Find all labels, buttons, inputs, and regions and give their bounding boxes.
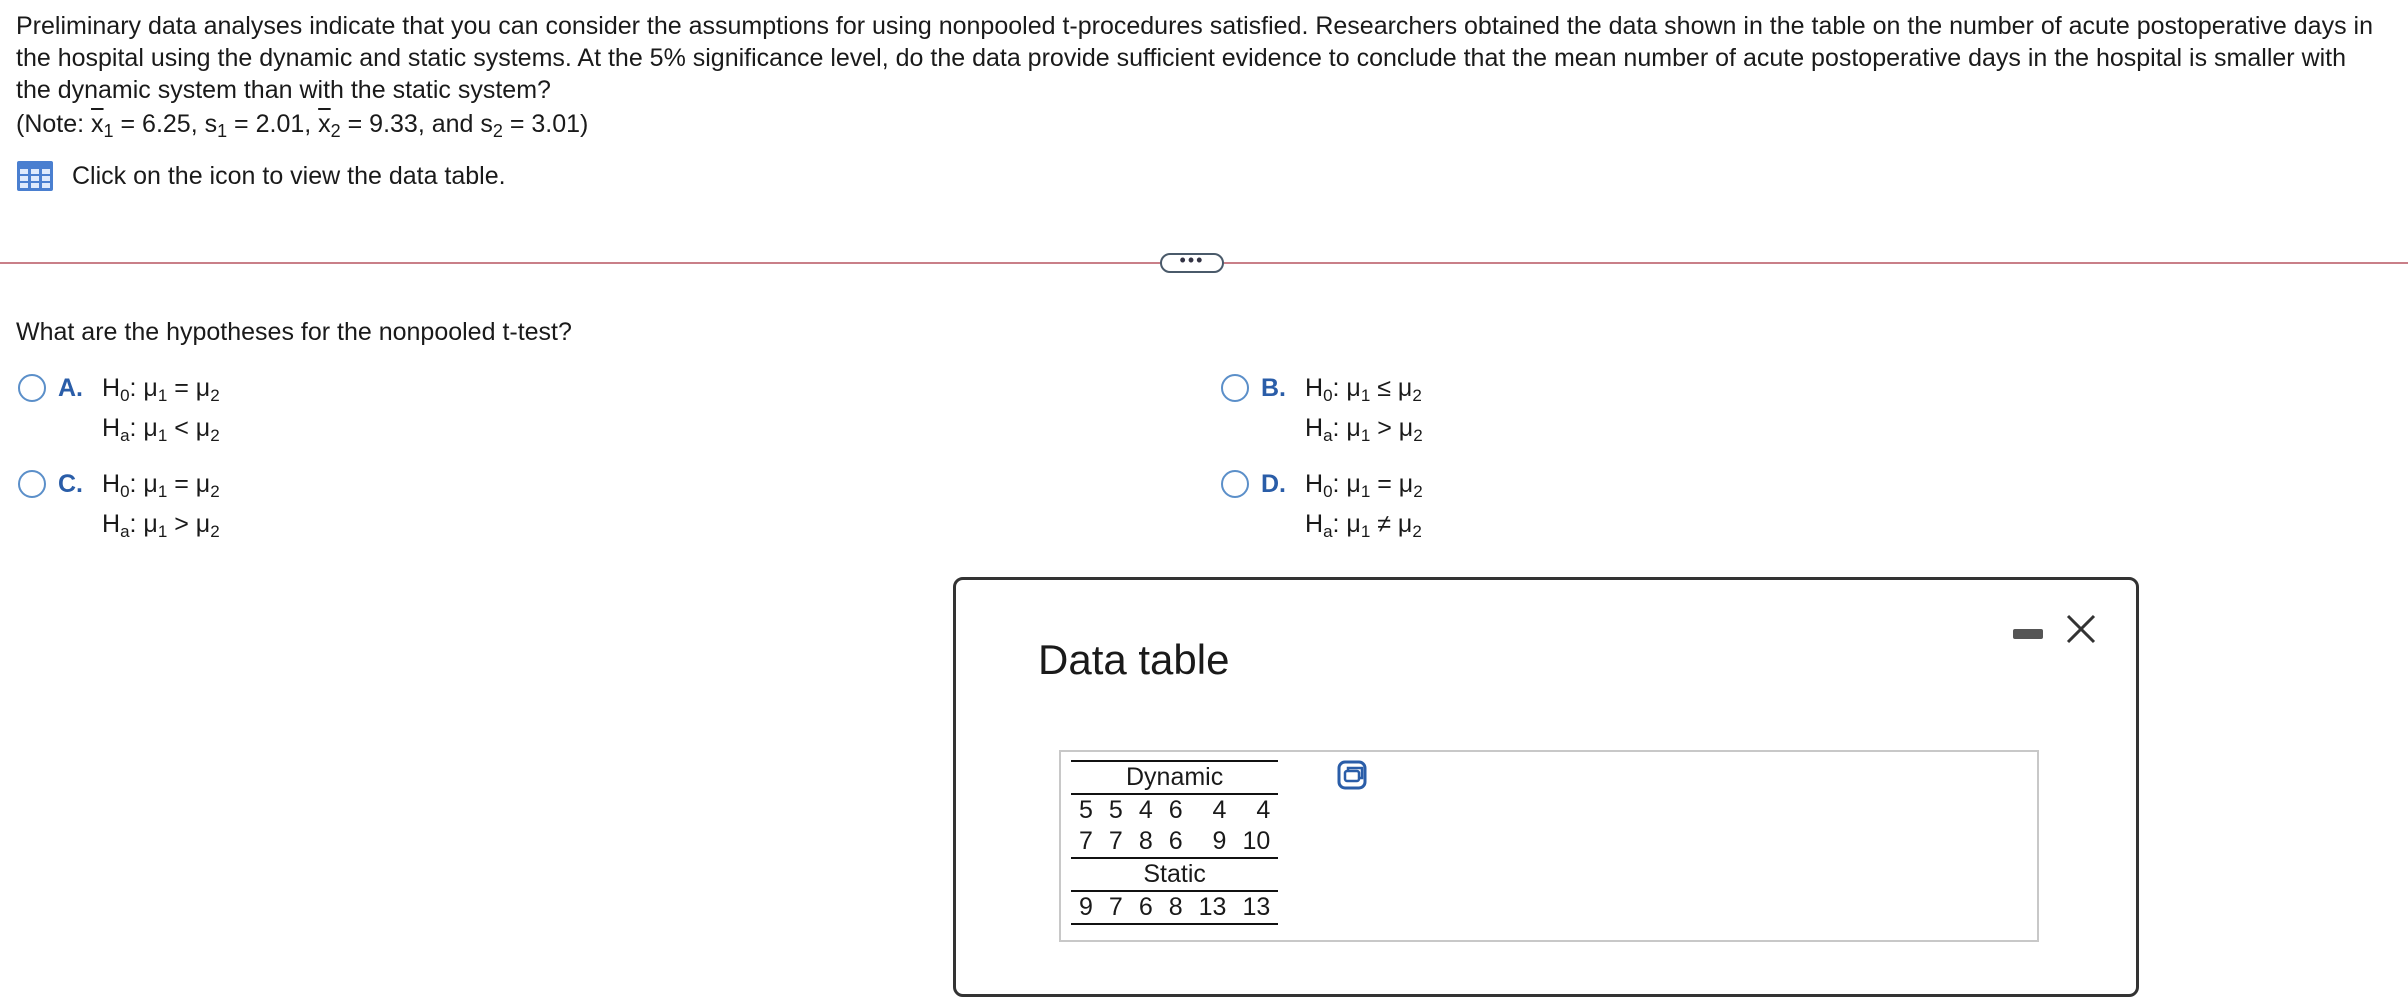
table-row xyxy=(1071,891,1278,924)
x1-sub: 1 xyxy=(103,121,114,141)
alternative-hypothesis: $H_a$: $\mu_1 > \mu_2$ xyxy=(102,510,220,541)
copy-icon[interactable] xyxy=(1337,760,1367,790)
x1-label: $\overline{x}$ xyxy=(91,110,104,138)
null-hypothesis: $H_0$: $\mu_1 = \mu_2$ xyxy=(1305,470,1423,501)
note-open: (Note: xyxy=(16,110,92,138)
x2-sub: 2 xyxy=(330,121,341,141)
null-hypothesis: $H_0$: $\mu_1 = \mu_2$ xyxy=(102,470,220,501)
dynamic-header: Dynamic xyxy=(1071,761,1278,794)
static-header-row xyxy=(1071,858,1278,891)
table-cell: 4 xyxy=(1212,796,1227,824)
data-table-link[interactable] xyxy=(16,160,2386,192)
option-letter: B. xyxy=(1261,374,1286,402)
note-line xyxy=(16,108,2386,140)
alternative-hypothesis: $H_a$: $\mu_1 > \mu_2$ xyxy=(1305,414,1423,445)
table-cell: 7 xyxy=(1101,826,1131,858)
radio-option-d[interactable] xyxy=(1221,470,1249,498)
option-a[interactable] xyxy=(18,372,220,448)
table-cell: 7 xyxy=(1071,826,1101,858)
radio-option-b[interactable] xyxy=(1221,374,1249,402)
data-table xyxy=(1071,760,1278,925)
table-cell: 5 xyxy=(1108,796,1123,824)
option-d-hypotheses xyxy=(1305,464,1423,544)
table-cell: 4 xyxy=(1256,796,1271,824)
table-cell: 9 xyxy=(1191,826,1235,858)
radio-option-a[interactable] xyxy=(18,374,46,402)
x1-value: = 6.25, xyxy=(113,110,205,138)
static-header: Static xyxy=(1071,858,1278,891)
table-cell: 13 xyxy=(1234,891,1278,924)
s1-value: = 2.01, xyxy=(227,110,319,138)
s1-sub: 1 xyxy=(217,121,228,141)
s2-value: = 3.01) xyxy=(502,110,589,138)
option-c[interactable] xyxy=(18,468,220,544)
alternative-hypothesis: $H_a$: $\mu_1 \ne \mu_2$ xyxy=(1305,510,1422,541)
alternative-hypothesis: $H_a$: $\mu_1 < \mu_2$ xyxy=(102,414,220,445)
table-cell: 10 xyxy=(1234,826,1278,858)
table-cell: 6 xyxy=(1168,796,1183,824)
data-table-dialog xyxy=(953,577,2139,997)
option-b[interactable] xyxy=(1221,372,1423,448)
table-container xyxy=(1059,750,2039,942)
option-b-hypotheses xyxy=(1305,368,1423,448)
table-cell: 8 xyxy=(1161,891,1191,924)
table-cell: 13 xyxy=(1191,891,1235,924)
option-letter: D. xyxy=(1261,470,1286,498)
x2-value: = 9.33, and xyxy=(340,110,481,138)
radio-option-c[interactable] xyxy=(18,470,46,498)
option-letter: C. xyxy=(58,470,83,498)
null-hypothesis: $H_0$: $\mu_1 = \mu_2$ xyxy=(102,374,220,405)
s2-label: s xyxy=(480,110,493,138)
close-icon[interactable] xyxy=(2063,611,2099,647)
table-cell: 4 xyxy=(1138,796,1153,824)
data-link-text[interactable]: Click on the icon to view the data table. xyxy=(72,162,506,190)
table-cell: 7 xyxy=(1101,891,1131,924)
dynamic-header-row xyxy=(1071,761,1278,794)
option-c-hypotheses xyxy=(102,464,220,544)
question-text: Preliminary data analyses indicate that you can consider the assumptions for using nonpooled t-procedures satisfied. Researchers obtained the data shown in the table on the number of acute postoperative days in the hospital using the dynamic and static systems. At the 5% significance level, do the data provide sufficient evidence to conclude that the mean number of acute postoperative days in the hospital is smaller with the dynamic system than with the static system? xyxy=(16,12,2373,104)
s2-sub: 2 xyxy=(492,121,503,141)
minimize-icon[interactable] xyxy=(2013,629,2043,639)
table-cell: 9 xyxy=(1071,891,1101,924)
grid-icon[interactable] xyxy=(16,160,54,192)
option-d[interactable] xyxy=(1221,468,1423,544)
s1-label: s xyxy=(204,110,218,138)
option-a-hypotheses xyxy=(102,368,220,448)
table-cell: 8 xyxy=(1131,826,1161,858)
dialog-title: Data table xyxy=(1038,636,1230,683)
table-cell: 5 xyxy=(1079,796,1093,824)
table-cell: 6 xyxy=(1161,826,1191,858)
x2-label: $\overline{x}$ xyxy=(318,110,331,138)
expand-button[interactable]: ••• xyxy=(1160,253,1224,273)
null-hypothesis: $H_0$: $\mu_1 \le \mu_2$ xyxy=(1305,374,1422,405)
table-cell: 6 xyxy=(1131,891,1161,924)
table-row xyxy=(1071,826,1278,858)
question-block xyxy=(16,10,2386,192)
hypotheses-prompt: What are the hypotheses for the nonpooled t-test? xyxy=(16,318,572,346)
table-row xyxy=(1071,794,1278,826)
option-letter: A. xyxy=(58,374,83,402)
